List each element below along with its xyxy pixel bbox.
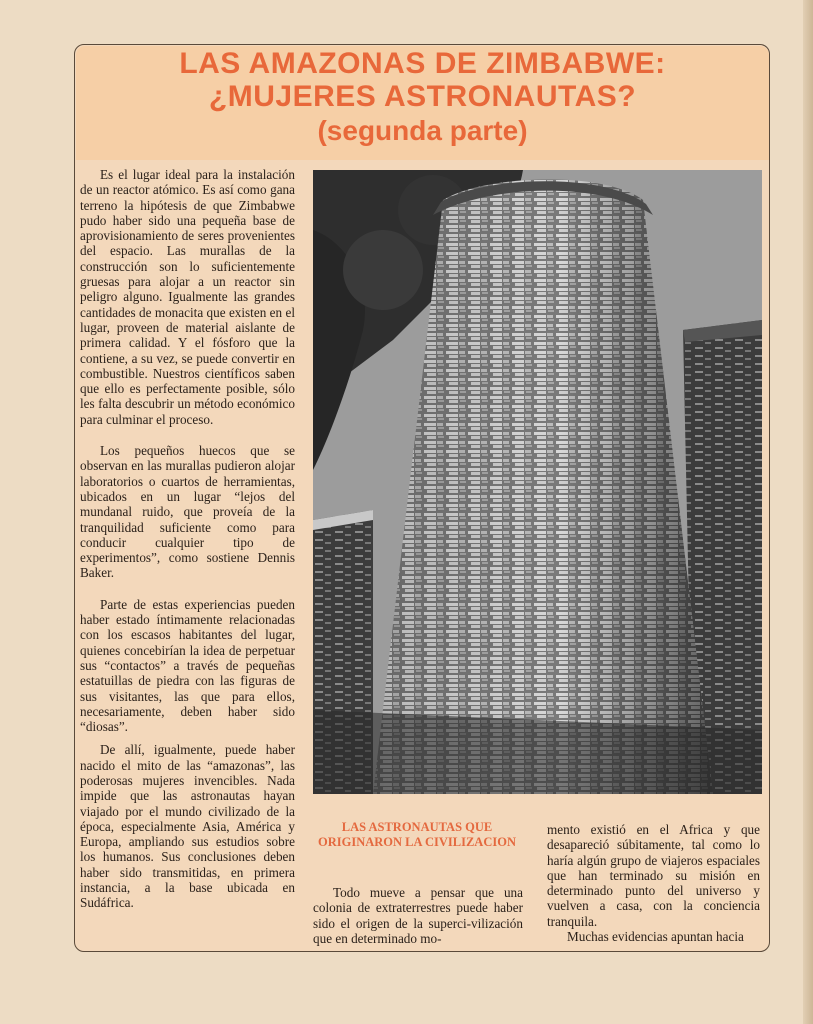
article-title-line-2: ¿MUJERES ASTRONAUTAS? — [208, 80, 637, 113]
left-column — [80, 167, 295, 911]
paragraph: Muchas evidencias apuntan hacia — [567, 929, 744, 945]
paragraph: mento existió en el Africa y que desapareció súbitamente, tal como lo haría algún grupo de viajeros espaciales que han terminado su misión en determinado punto del universo y vuelven a casa, con la conciencia tranquila. — [547, 822, 760, 929]
paragraph: Parte de estas experiencias pueden haber estado íntimamente relacionadas con los escasos habitantes del lugar, quienes concebirían la idea de perpetuar sus “contactos” a través de pequeñas estatuillas de piedra con las figuras de sus visitantes, las que para ellos, necesariamente, deben haber sido “diosas”. — [80, 596, 295, 735]
paragraph: Es el lugar ideal para la instalación de un reactor atómico. Es así como gana terreno la hipótesis de que Zimbabwe pudo haber sido una pequeña base de aprovisionamiento de seres provenientes del espacio. Las murallas de la construcción son lo suficientemente gruesas para alojar a un reactor sin peligro alguno. Igualmente las grandes cantidades de monacita que existen en el lugar, proveen de material aislante de primera calidad. Y el fósforo que la contiene, a su vez, se puede convertir en combustible. Nuestros científicos saben que ello es perfectamente posible, sólo les falta descubrir un método económico para culminar el proceso. — [80, 167, 295, 427]
article-title-line-1: LAS AMAZONAS DE ZIMBABWE: — [179, 47, 666, 80]
middle-column — [313, 885, 523, 946]
section-subhead: LAS ASTRONAUTAS QUE ORIGINARON LA CIVILIZACION — [318, 820, 516, 849]
page-edge-shadow — [803, 0, 813, 1024]
tower-photo-image — [313, 170, 762, 794]
paragraph: Los pequeños huecos que se observan en las murallas pudieron alojar laboratorios o cuartos de herramientas, ubicados en un lugar “lejos del mundanal ruido, que proveía de la tranquilidad suficiente como para conducir cualquier tipo de experimentos”, como sostiene Dennis Baker. — [80, 443, 295, 581]
article-subtitle: (segunda parte) — [317, 115, 528, 146]
paragraph: De allí, igualmente, puede haber nacido el mito de las “amazonas”, las poderosas mujeres invencibles. Nada impide que las astronautas hayan viajado por el mundo civilizado de la época, especialmente Asia, América y Europa, ampliando sus estudios sobre los humanos. Sus conclusiones deben haber sido transmitidas, en primera instancia, a la base ubicada en Sudáfrica. — [80, 742, 295, 911]
tower-photo — [313, 170, 762, 794]
right-column — [547, 822, 760, 944]
paragraph: Todo mueve a pensar que una colonia de extraterrestres puede haber sido el origen de la superci-vilización que en determinado mo- — [313, 885, 523, 946]
